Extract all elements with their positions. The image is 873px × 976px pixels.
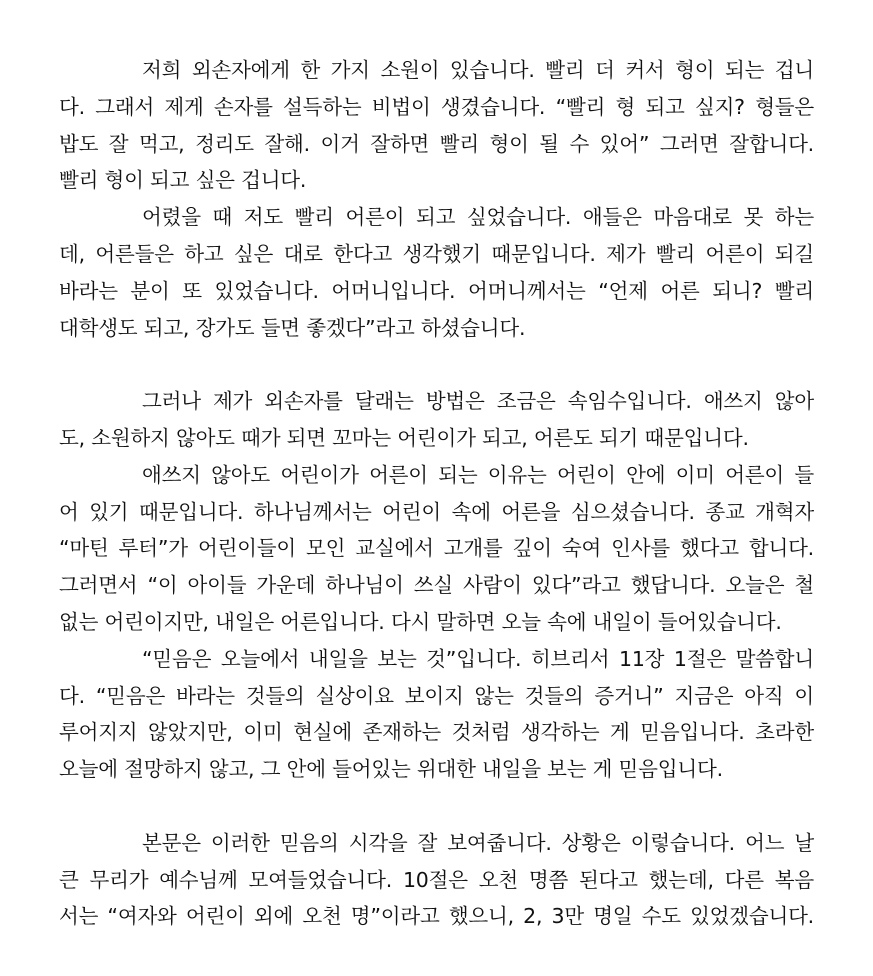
text-line: 그러면서 “이 아이들 가운데 하나님이 쓰실 사람이 있다”라고 했답니다. 오늘은 철: [59, 573, 814, 598]
text-line: 어렸을 때 저도 빨리 어른이 되고 싶었습니다. 애들은 마음대로 못 하는: [142, 205, 814, 230]
text-line: 다. “믿음은 바라는 것들의 실상이요 보이지 않는 것들의 증거니” 지금은 아직 이: [59, 683, 814, 708]
text-line: 그러나 제가 외손자를 달래는 방법은 조금은 속임수입니다. 애쓰지 않아: [142, 389, 814, 414]
text-line: 없는 어린이지만, 내일은 어른입니다. 다시 말하면 오늘 속에 내일이 들어있습니다.: [59, 609, 782, 634]
paragraph: [59, 825, 814, 935]
text-line: 데, 어른들은 하고 싶은 대로 한다고 생각했기 때문입니다. 제가 빨리 어른이 되길: [59, 241, 814, 266]
text-line: 오늘에 절망하지 않고, 그 안에 들어있는 위대한 내일을 보는 게 믿음입니다.: [59, 757, 723, 782]
text-line: 다. 그래서 제게 손자를 설득하는 비법이 생겼습니다. “빨리 형 되고 싶지? 형들은: [59, 94, 814, 119]
text-line: 밥도 잘 먹고, 정리도 잘해. 이거 잘하면 빨리 형이 될 수 있어” 그러면 잘합니다.: [59, 131, 814, 156]
text-line: 도, 소원하지 않아도 때가 되면 꼬마는 어린이가 되고, 어른도 되기 때문입니다.: [59, 425, 749, 450]
text-line: 애쓰지 않아도 어린이가 어른이 되는 이유는 어린이 안에 이미 어른이 들: [142, 462, 814, 487]
text-line: 큰 무리가 예수님께 모여들었습니다. 10절은 오천 명쯤 된다고 했는데, 다른 복음: [59, 867, 814, 892]
paragraph-gap: [59, 346, 814, 383]
text-line: 루어지지 않았지만, 이미 현실에 존재하는 것처럼 생각하는 게 믿음입니다. 초라한: [59, 720, 814, 745]
text-line: 빨리 형이 되고 싶은 겁니다.: [59, 168, 307, 193]
paragraph: [59, 457, 814, 641]
text-line: 본문은 이러한 믿음의 시각을 잘 보여줍니다. 상황은 이렇습니다. 어느 날: [142, 830, 814, 855]
text-line: 서는 “여자와 어린이 외에 오천 명”이라고 했으니, 2, 3만 명일 수도 있었겠습니다.: [59, 904, 814, 929]
text-line: “마틴 루터”가 어린이들이 모인 교실에서 고개를 깊이 숙여 인사를 했다고 합니다.: [59, 536, 814, 561]
paragraph: [59, 199, 814, 346]
paragraph: [59, 641, 814, 788]
document-body: [59, 52, 814, 935]
text-line: “믿음은 오늘에서 내일을 보는 것”입니다. 히브리서 11장 1절은 말씀합니: [142, 646, 814, 671]
paragraph-gap: [59, 788, 814, 825]
text-line: 어 있기 때문입니다. 하나님께서는 어린이 속에 어른을 심으셨습니다. 종교 개혁자: [59, 499, 814, 524]
text-line: 저희 외손자에게 한 가지 소원이 있습니다. 빨리 더 커서 형이 되는 겁니: [142, 58, 814, 82]
text-line: 바라는 분이 또 있었습니다. 어머니입니다. 어머니께서는 “언제 어른 되니? 빨리: [59, 278, 814, 303]
paragraph: [59, 383, 814, 457]
paragraph: [59, 52, 814, 199]
text-line: 대학생도 되고, 장가도 들면 좋겠다”라고 하셨습니다.: [59, 315, 526, 340]
